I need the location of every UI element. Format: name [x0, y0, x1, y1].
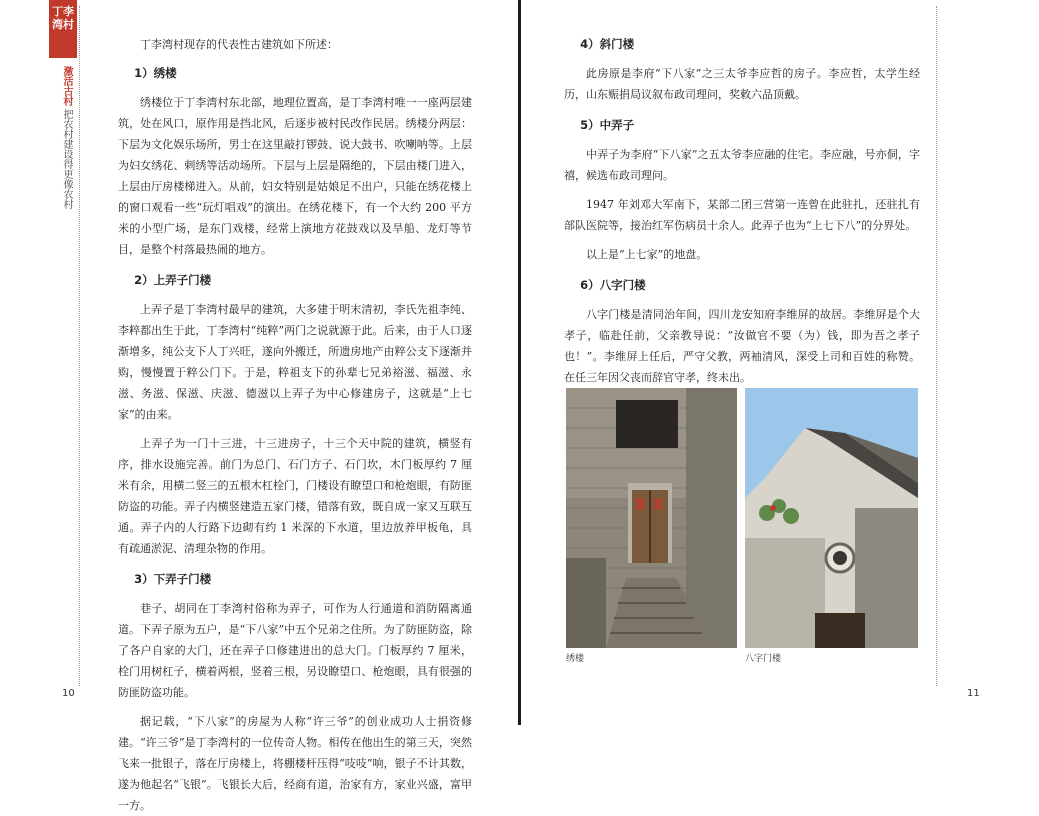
section-heading-bazimenlou: 6）八字门楼	[580, 278, 646, 292]
dotted-guide-left	[79, 6, 80, 686]
paragraph: 此房原是李府“下八家”之三太爷李应哲的房子。李应哲，太学生经历，山东赈捐局议叙布政司理问，奖敕六品顶戴。	[564, 67, 920, 101]
paragraph: 据记载，“下八家”的房屋为人称“许三爷”的创业成功人士捐资修建。“许三爷”是丁李湾村的一位传奇人物。相传在他出生的第三天，突然飞来一批银子，落在厅房楼上，将棚楼杆压得“吱吱”响，银子不计其数，遂为他起名“飞银”。飞银长大后，经商有道，治家有方，家业兴盛，富甲一方。	[118, 715, 472, 812]
side-vertical-subtitle: 把农村建设得更像农村	[61, 109, 72, 210]
section-heading-zhongnongzi: 5）中弄子	[580, 118, 635, 132]
paragraph: 八字门楼是清同治年间，四川龙安知府李维屏的故居。李维屏是个大孝子，临赴任前，父亲教导说：“汝做官不要（为）钱，即为吾之孝子也！”。李维屏上任后，严守父教，两袖清风，深受上司和百姓的称赞。在任三年因父丧而辞官守孝，终未出。	[564, 308, 920, 384]
left-text-column	[118, 34, 472, 816]
photo-xiulou	[566, 388, 737, 648]
paragraph: 上弄子是丁李湾村最早的建筑，大多建于明末清初，李氏先祖李纯、李粹都出生于此，丁李湾村“纯粹”两门之说就源于此。后来，由于人口逐渐增多，纯公支下人丁兴旺，遂向外搬迁，所遗房地产由粹公支下逐渐并购，慢慢置于粹公门下。于是，粹祖支下的孙辈七兄弟裕滋、福滋、永滋、务滋、保滋、庆滋、德滋以上弄子为中心修建房子，这就是“上七家”的由来。	[118, 303, 472, 421]
intro-paragraph: 丁李湾村现存的代表性古建筑如下所述：	[140, 38, 338, 51]
page-number-right: 11	[967, 688, 980, 699]
photo-caption: 八字门楼	[745, 654, 782, 664]
photo-caption: 绣楼	[566, 654, 585, 664]
side-tab-title: 丁李湾村	[49, 0, 77, 58]
paragraph: 绣楼位于丁李湾村东北部，地理位置高，是丁李湾村唯一一座两层建筑，处在风口，原作用是挡北风，后逐步被村民改作民居。绣楼分两层：下层为文化娱乐场所，男士在这里敲打锣鼓、说大鼓书、吹喇呐等。上层为妇女绣花、剌绣等活动场所。下层与上层是隔绝的，下层由楼门进入，上层由厅房楼梯进入。从前，妇女特别是姑娘足不出户，只能在绣花楼上的窗口观看一些“玩灯唱戏”的演出。在绣花楼下，有一个大约 200 平方米的小型广场，是东门戏楼，经常上演地方花鼓戏以及旱船、龙灯等节目，是整个村落最热闹的地方。	[118, 96, 472, 256]
section-heading-xianongzi: 3）下弄子门楼	[134, 572, 212, 586]
dotted-guide-right	[936, 6, 937, 686]
paragraph: 中弄子为李府“下八家”之五太爷李应融的住宅。李应融，号亦侗，字禧，候选布政司理问。	[564, 148, 920, 182]
paragraph: 上弄子为一门十三进，十三进房子，十三个天中院的建筑，横竖有序，排水设施完善。前门为总门、石门方子、石门坎，木门板厚约 7 厘米有余，用横二竖三的五根木杠栓门，门楼设有瞭望口和枪炮眼，有防匪防盗的功能。弄子内横竖建造五家门楼，错落有致，既自成一家又互联互通。弄子内的人行路下边砌有约 1 米深的下水道，里边放养甲板龟，具有疏通淤泥、清理杂物的作用。	[118, 437, 472, 555]
section-heading-ximenlou: 4）斜门楼	[580, 37, 635, 51]
photo-bazimenlou	[745, 388, 918, 648]
paragraph: 巷子、胡同在丁李湾村俗称为弄子，可作为人行通道和消防隔离通道。下弄子原为五户，是“下八家”中五个兄弟之住所。为了防匪防盗，除了各户自家的大门，还在弄子口修建进出的总大门。门板厚约 7 厘米，栓门用树杠子，横着两根，竖着三根，另设瞭望口、枪炮眼，具有很强的防匪防盗功能。	[118, 602, 472, 699]
side-vertical-text	[52, 66, 72, 209]
right-text-column	[564, 34, 920, 388]
right-page	[521, 0, 1039, 725]
paragraph: 以上是“上七家”的地盘。	[586, 248, 708, 261]
section-heading-xiulou: 1）绣楼	[134, 66, 177, 80]
left-page	[0, 0, 519, 812]
side-vertical-accent: 激活古村	[61, 66, 72, 106]
paragraph: 1947 年刘邓大军南下，某部二团三营第一连曾在此驻扎，还驻扎有部队医院等，接治红军伤病员十余人。此弄子也为“上七下八”的分界处。	[564, 198, 920, 232]
section-heading-shangnongzi: 2）上弄子门楼	[134, 273, 212, 287]
page-number-left: 10	[62, 688, 75, 699]
